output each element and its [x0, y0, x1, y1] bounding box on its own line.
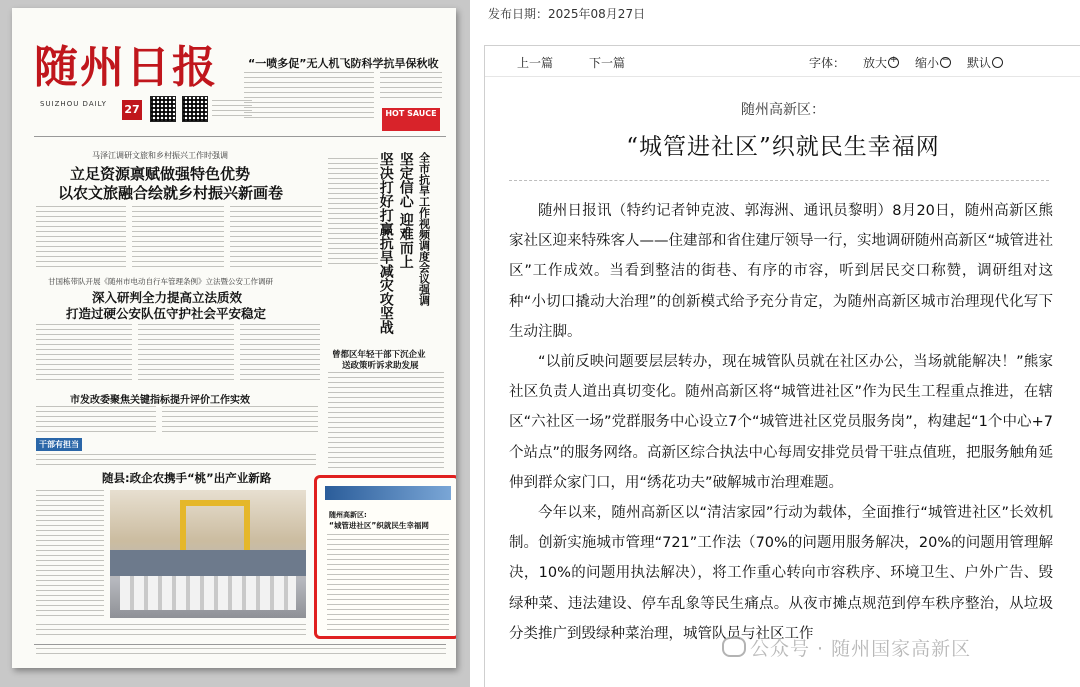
- lead-headline-1[interactable]: 立足资源禀赋做强特色优势: [70, 165, 251, 183]
- article-paragraph: 今年以来，随州高新区以“清洁家园”行动为载体，全面推行“城管进社区”长效机制。创新实施城市管理“721”工作法（70%的问题用服务解决，20%的问题用管理解决，10%的问题用执法解决），将工作重心转向市容秩序、环境卫生、户外广告、毁绿种菜、违法建设、停车乱象等民生痛点。从夜市摊点规范到停车秩序整治，从垃圾分类推广到毁绿种菜治理，城管队员与社区工作: [509, 505, 1053, 642]
- second-kicker: 甘国栋带队开展《随州市电动自行车管理条例》立法暨公安工作调研: [48, 277, 273, 286]
- qr-code-icon: [150, 96, 176, 122]
- shrink-label: 缩小: [915, 56, 940, 70]
- third-headline[interactable]: 市发改委聚焦关键指标提升评价工作实效: [70, 395, 250, 406]
- cadre-badge: 干部有担当: [36, 438, 82, 451]
- title-divider: [509, 180, 1049, 181]
- article-toolbar: [485, 46, 1080, 77]
- zoom-out-icon[interactable]: [940, 57, 951, 68]
- article-paragraph: 随州日报讯（特约记者钟克波、郭海洲、通讯员黎明）8月20日，随州高新区熊家社区迎来特殊客人——住建部和省住建厅领导一行，实地调研随州高新区“城管进社区”工作成效。当看到整洁的街巷、有序的市容，听到居民交口称赞，调研组对这种“小切口撬动大治理”的创新模式给予充分肯定，为随州高新区城市治理现代化写下生动注脚。: [509, 203, 1054, 340]
- newspaper-page-panel: [0, 0, 470, 687]
- article-body: [509, 196, 1053, 649]
- right-mid-headline-1[interactable]: 曾都区年轻干部下沉企业: [332, 350, 426, 360]
- font-shrink-option[interactable]: [915, 54, 951, 71]
- vertical-headline-2[interactable]: 坚决打好打赢抗旱减灾攻坚战: [377, 152, 394, 334]
- highlight-title: “城管进社区”织就民生幸福网: [329, 521, 429, 530]
- issue-number: 27: [122, 100, 142, 120]
- vertical-kicker: 全市抗旱工作视频调度会议强调: [417, 152, 431, 306]
- right-mid-headline-2[interactable]: 送政策听诉求助发展: [342, 361, 419, 371]
- reset-icon[interactable]: [992, 57, 1003, 68]
- qr-code-icon: [182, 96, 208, 122]
- masthead-pinyin: SUIZHOU DAILY: [40, 100, 107, 108]
- article-kicker: 随州高新区：: [741, 102, 825, 118]
- zoom-in-icon[interactable]: [888, 57, 899, 68]
- enlarge-label: 放大: [863, 56, 888, 70]
- headline-top-right[interactable]: “一喷多促”无人机飞防科学抗旱保秋收: [248, 57, 439, 70]
- lead-headline-2[interactable]: 以农文旅融合绘就乡村振兴新画卷: [58, 184, 284, 202]
- second-headline-1[interactable]: 深入研判全力提高立法质效: [92, 290, 243, 305]
- newspaper-page-image[interactable]: [12, 8, 456, 668]
- vertical-headline-1[interactable]: 坚定信心 迎难而上: [397, 152, 414, 269]
- font-size-label: 字体：: [809, 56, 846, 70]
- publish-date: 发布日期：2025年08月27日: [488, 7, 646, 21]
- fourth-headline[interactable]: 随县:政企农携手“桃”出产业新路: [102, 471, 272, 485]
- default-label: 默认: [967, 56, 992, 70]
- watermark-text: 公众号 · 随州国家高新区: [750, 638, 972, 660]
- article-title: “城管进社区”织就民生幸福网: [626, 134, 940, 160]
- factory-photo: [110, 490, 306, 618]
- selected-article-highlight[interactable]: [314, 475, 456, 639]
- highlight-kicker: 随州高新区:: [329, 511, 367, 519]
- wechat-watermark: [722, 634, 971, 661]
- prev-article-link[interactable]: 上一篇: [517, 56, 554, 70]
- article-paragraph: “以前反映问题要层层转办，现在城管队员就在社区办公，当场就能解决！”熊家社区负责人道出真切变化。随州高新区将“城管进社区”作为民生工程重点推进，在辖区“六社区一场”党群服务中心设立7个“城管进社区党员服务岗”，构建起“1个中心+7个站点”的服务网络。高新区综合执法中心每周安排党员骨干驻点值班，把服务触角延伸到群众家门口，用“绣花功夫”破解城市治理难题。: [509, 354, 1054, 491]
- font-default-option[interactable]: [967, 54, 1003, 71]
- newspaper-masthead: 随州日报: [34, 42, 218, 93]
- hot-sauce-badge: HOT SAUCE: [382, 108, 440, 131]
- article-banner: [325, 486, 451, 500]
- second-headline-2[interactable]: 打造过硬公安队伍守护社会平安稳定: [66, 306, 267, 321]
- font-enlarge-option[interactable]: [863, 54, 899, 71]
- lead-kicker: 马泽江调研文旅和乡村振兴工作时强调: [92, 151, 228, 160]
- article-viewer: [484, 45, 1080, 687]
- next-article-link[interactable]: 下一篇: [589, 56, 626, 70]
- wechat-icon: [722, 637, 746, 657]
